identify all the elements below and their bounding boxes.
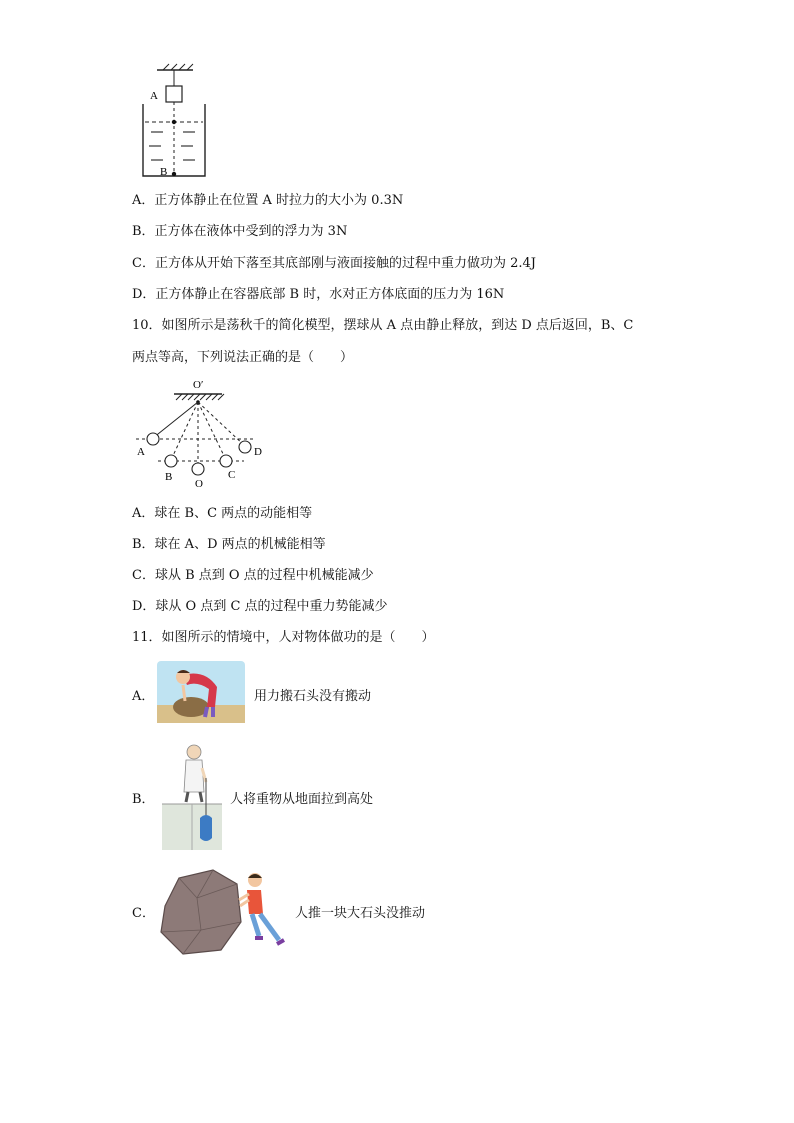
lifting-rock-illustration [157, 661, 245, 723]
label-a: A [137, 446, 145, 458]
q10-stem-line2: 两点等高，下列说法正确的是（ ） [132, 350, 354, 365]
q10-stem-line1: 10．如图所示是荡秋千的简化模型，摆球从 A 点由静止释放，到达 D 点后返回，B、C [132, 318, 634, 333]
label-o: O [195, 478, 203, 490]
q11-option-a-label: A． [132, 689, 155, 704]
label-a: A [150, 90, 158, 102]
label-d: D [254, 446, 262, 458]
q9-option-c: C．正方体从开始下落至其底部刚与液面接触的过程中重力做功为 2.4J [132, 256, 536, 271]
q10-option-c: C．球从 B 点到 O 点的过程中机械能减少 [132, 568, 374, 583]
pushing-rock-illustration [157, 866, 287, 956]
label-b: B [165, 471, 173, 483]
label-b: B [160, 166, 168, 178]
q11-option-b-caption: 人将重物从地面拉到高处 [230, 792, 374, 807]
fig-cube-container [135, 62, 215, 182]
label-c: C [228, 469, 236, 481]
q11-option-c-caption: 人推一块大石头没推动 [295, 906, 426, 921]
q9-option-d: D．正方体静止在容器底部 B 时，水对正方体底面的压力为 16N [132, 287, 505, 302]
q10-option-a: A．球在 B、C 两点的动能相等 [132, 506, 313, 521]
q11-option-b-label: B． [132, 792, 155, 807]
q9-option-b: B．正方体在液体中受到的浮力为 3N [132, 224, 348, 239]
q11-stem: 11．如图所示的情境中，人对物体做功的是（ ） [132, 630, 435, 645]
q9-option-a: A．正方体静止在位置 A 时拉力的大小为 0.3N [132, 193, 404, 208]
label-o-prime: O′ [193, 379, 204, 391]
q11-option-c-label: C． [132, 906, 155, 921]
fig-pendulum [132, 376, 272, 494]
q10-option-d: D．球从 O 点到 C 点的过程中重力势能减少 [132, 599, 388, 614]
q11-option-a-caption: 用力搬石头没有搬动 [254, 689, 372, 704]
pulling-weight-illustration [162, 742, 222, 850]
q10-option-b: B．球在 A、D 两点的机械能相等 [132, 537, 326, 552]
